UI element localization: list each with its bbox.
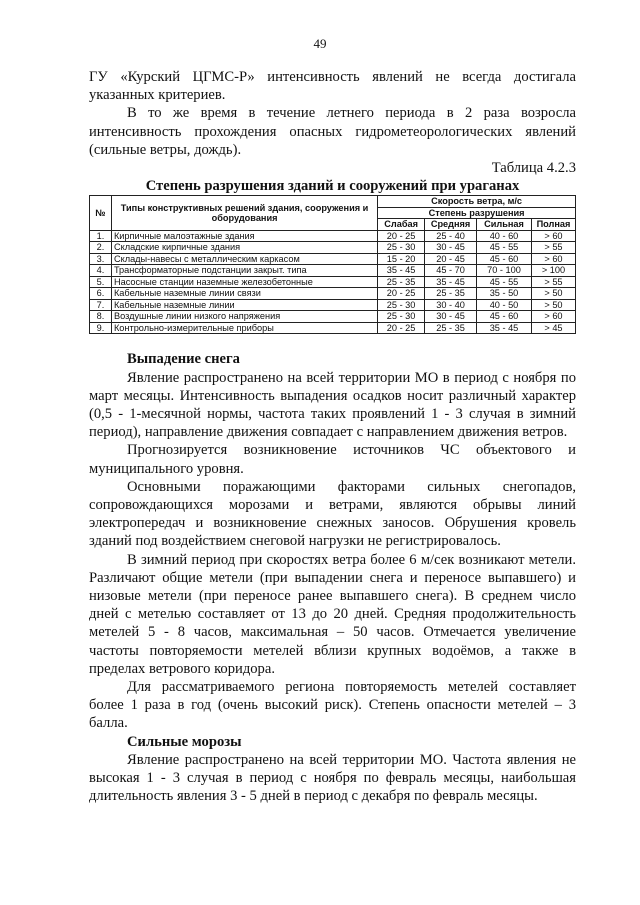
table-row	[90, 299, 576, 311]
page-number: 49	[313, 36, 327, 51]
row-type: Кабельные наземные линии	[111, 299, 377, 311]
header-number: №	[90, 196, 112, 231]
row-strong: 35 - 45	[477, 322, 532, 334]
row-strong: 70 - 100	[477, 265, 532, 277]
snow-paragraph-3: Основными поражающими факторами сильных снегопадов, сопровождающихся морозами и ветрами, являются обрывы линий электропередач и возникновение снежных заносов. Обрушения кровель зданий под воздействием снеговой нагрузки не регистрировалось.	[89, 478, 576, 550]
row-strong: 45 - 60	[477, 311, 532, 323]
header-degree-strong: Сильная	[477, 219, 532, 231]
intro-paragraph-2: В то же время в течение летнего периода в 2 раза возросла интенсивность прохождения опасных гидрометеорологических явлений (сильные ветры, дождь).	[89, 105, 576, 158]
row-number: 6.	[90, 288, 112, 300]
snow-paragraph-4: В зимний период при скоростях ветра более 6 м/сек возникают метели. Различают общие метели (при выпадении снега и переносе выпавшего) и низовые метели (при переносе ранее выпавшего снега). В среднем число дней с метелью составляет от 13 до 20 дней. Средняя продолжительность метелей 5 - 8 часов, максимальная – 50 часов. Отмечается увеличение частоты повторяемости метелей вблизи крупных водоёмов, а также в пределах ветрового коридора.	[89, 551, 576, 677]
row-number: 7.	[90, 299, 112, 311]
row-full: > 50	[531, 299, 575, 311]
row-type: Кабельные наземные линии связи	[111, 288, 377, 300]
row-type: Складские кирпичные здания	[111, 242, 377, 254]
row-full: > 60	[531, 230, 575, 242]
row-type: Воздушные линии низкого напряжения	[111, 311, 377, 323]
row-type: Контрольно-измерительные приборы	[111, 322, 377, 334]
intro-paragraph-1: ГУ «Курский ЦГМС-Р» интенсивность явлений не всегда достигала указанных критериев.	[89, 69, 576, 104]
row-strong: 45 - 55	[477, 276, 532, 288]
header-degree-medium: Средняя	[425, 219, 477, 231]
row-number: 8.	[90, 311, 112, 323]
row-full: > 100	[531, 265, 575, 277]
row-weak: 20 - 25	[378, 322, 425, 334]
row-number: 9.	[90, 322, 112, 334]
row-medium: 30 - 40	[425, 299, 477, 311]
row-weak: 25 - 30	[378, 299, 425, 311]
row-medium: 30 - 45	[425, 311, 477, 323]
table-row	[90, 253, 576, 265]
table-label: Таблица 4.2.3	[491, 160, 576, 177]
row-medium: 35 - 45	[425, 276, 477, 288]
header-destruction-degree: Степень разрушения	[378, 207, 576, 219]
row-strong: 40 - 50	[477, 299, 532, 311]
frost-heading: Сильные морозы	[127, 733, 242, 750]
snow-heading: Выпадение снега	[127, 351, 240, 368]
row-number: 5.	[90, 276, 112, 288]
table-row	[90, 242, 576, 254]
row-strong: 40 - 60	[477, 230, 532, 242]
row-full: > 60	[531, 311, 575, 323]
row-strong: 45 - 55	[477, 242, 532, 254]
row-weak: 25 - 30	[378, 311, 425, 323]
row-number: 4.	[90, 265, 112, 277]
row-medium: 25 - 40	[425, 230, 477, 242]
document-body	[89, 68, 576, 806]
row-full: > 55	[531, 242, 575, 254]
row-weak: 20 - 25	[378, 230, 425, 242]
row-weak: 15 - 20	[378, 253, 425, 265]
row-medium: 30 - 45	[425, 242, 477, 254]
row-type: Кирпичные малоэтажные здания	[111, 230, 377, 242]
table-row	[90, 311, 576, 323]
row-medium: 45 - 70	[425, 265, 477, 277]
row-weak: 25 - 35	[378, 276, 425, 288]
row-type: Насосные станции наземные железобетонные	[111, 276, 377, 288]
frost-paragraph: Явление распространено на всей территории МО. Частота явления не высокая 1 - 3 случая в период с ноября по февраль месяцы, наибольшая длительность явления 3 - 5 дней в период с декабря по февраль месяцы.	[89, 751, 576, 805]
row-type: Трансформаторные подстанции закрыт. типа	[111, 265, 377, 277]
snow-paragraph-5: Для рассматриваемого региона повторяемость метелей составляет более 1 раза в год (очень высокий риск). Степень опасности метелей – 3 балла.	[89, 679, 576, 732]
row-number: 1.	[90, 230, 112, 242]
row-strong: 45 - 60	[477, 253, 532, 265]
row-weak: 20 - 25	[378, 288, 425, 300]
table-row	[90, 276, 576, 288]
destruction-table	[89, 195, 576, 334]
row-full: > 50	[531, 288, 575, 300]
row-full: > 60	[531, 253, 575, 265]
row-number: 3.	[90, 253, 112, 265]
row-medium: 25 - 35	[425, 322, 477, 334]
header-degree-full: Полная	[531, 219, 575, 231]
row-full: > 45	[531, 322, 575, 334]
header-degree-weak: Слабая	[378, 219, 425, 231]
row-strong: 35 - 50	[477, 288, 532, 300]
row-weak: 35 - 45	[378, 265, 425, 277]
table-title: Степень разрушения зданий и сооружений при ураганах	[145, 178, 520, 195]
header-wind-speed: Скорость ветра, м/с	[378, 196, 576, 208]
header-structure-type: Типы конструктивных решений здания, сооружения и оборудования	[111, 196, 377, 231]
row-type: Склады-навесы с металлическим каркасом	[111, 253, 377, 265]
snow-paragraph-2: Прогнозируется возникновение источников ЧС объектового и муниципального уровня.	[89, 442, 576, 477]
table-row	[90, 230, 576, 242]
row-full: > 55	[531, 276, 575, 288]
row-weak: 25 - 30	[378, 242, 425, 254]
table-row	[90, 288, 576, 300]
row-number: 2.	[90, 242, 112, 254]
row-medium: 20 - 45	[425, 253, 477, 265]
snow-paragraph-1: Явление распространено на всей территории МО в период с ноября по март месяцы. Интенсивность выпадения осадков носит различный характер (0,5 - 1-месячной нормы, частота таких проявлений 1 - 3 случая в зимний период), направление движения совпадает с направлением движения ветров.	[89, 369, 576, 441]
table-row	[90, 322, 576, 334]
table-row	[90, 265, 576, 277]
row-medium: 25 - 35	[425, 288, 477, 300]
